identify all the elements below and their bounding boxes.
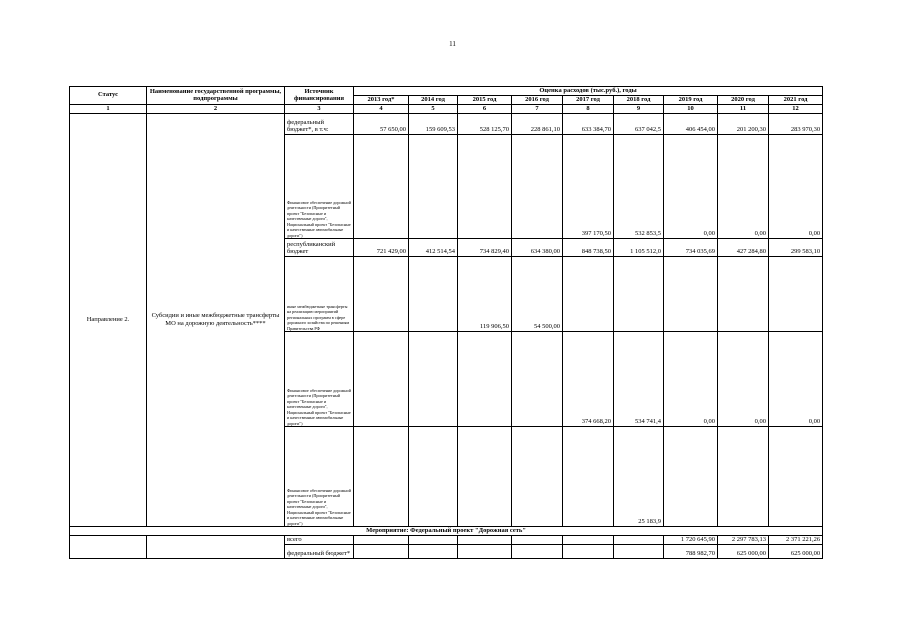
budget-table: [69, 86, 823, 559]
header-year: 2013 год*: [354, 96, 409, 105]
program-name: Субсидии и иные межбюджетные трансферты МО на дорожную деятельность****: [147, 114, 285, 527]
header-year: 2021 год: [769, 96, 823, 105]
value-cell: [354, 427, 409, 527]
header-status: Статус: [70, 87, 147, 105]
value-cell: [512, 427, 563, 527]
funding-source: всего: [285, 536, 354, 545]
column-number: 1: [70, 105, 147, 114]
value-cell: 848 738,50: [563, 239, 614, 257]
value-cell: 634 380,00: [512, 239, 563, 257]
value-cell: [354, 545, 409, 559]
table-row: [70, 114, 823, 135]
value-cell: 633 384,70: [563, 114, 614, 135]
value-cell: 532 853,5: [614, 135, 664, 239]
value-cell: 228 861,10: [512, 114, 563, 135]
value-cell: 412 514,54: [409, 239, 458, 257]
funding-source: федеральный бюджет*, в т.ч:: [285, 114, 354, 135]
value-cell: [409, 332, 458, 427]
value-cell: 119 906,50: [458, 257, 512, 332]
value-cell: 201 200,30: [718, 114, 769, 135]
value-cell: [563, 257, 614, 332]
header-source: Источник финансирования: [285, 87, 354, 105]
value-cell: 528 125,70: [458, 114, 512, 135]
column-number: 10: [664, 105, 718, 114]
value-cell: [512, 536, 563, 545]
column-number: 7: [512, 105, 563, 114]
value-cell: [458, 135, 512, 239]
funding-source: Финансовое обеспечение дорожной деятельности (Приоритетный проект "Безопасные и качественные дороги", Национальный проект "Безопасные и качественные автомобильные дороги"): [285, 135, 354, 239]
value-cell: 0,00: [664, 135, 718, 239]
funding-source: республиканский бюджет: [285, 239, 354, 257]
value-cell: 283 970,30: [769, 114, 823, 135]
value-cell: 734 035,69: [664, 239, 718, 257]
value-cell: [354, 257, 409, 332]
column-number: 3: [285, 105, 354, 114]
value-cell: 397 170,50: [563, 135, 614, 239]
header-year: 2019 год: [664, 96, 718, 105]
value-cell: 2 371 221,26: [769, 536, 823, 545]
page-number: 11: [449, 40, 456, 48]
column-number: 4: [354, 105, 409, 114]
header-name: Наименование государственной программы, подпрограммы: [147, 87, 285, 105]
empty-status-cell: [70, 536, 147, 559]
header-year: 2020 год: [718, 96, 769, 105]
header-year: 2016 год: [512, 96, 563, 105]
header-year: 2015 год: [458, 96, 512, 105]
column-number: 12: [769, 105, 823, 114]
value-cell: [409, 135, 458, 239]
funding-source: иные межбюджетные трансферты на реализацию мероприятий региональных программ в сфере дорожного хозяйства по решениям Правительства РФ: [285, 257, 354, 332]
value-cell: [354, 135, 409, 239]
header-year: 2014 год: [409, 96, 458, 105]
value-cell: 637 042,5: [614, 114, 664, 135]
value-cell: [512, 332, 563, 427]
value-cell: [769, 257, 823, 332]
column-number: 9: [614, 105, 664, 114]
header-estimate: Оценка расходов (тыс.руб.), годы: [354, 87, 823, 96]
value-cell: [614, 536, 664, 545]
value-cell: [614, 257, 664, 332]
column-number: 6: [458, 105, 512, 114]
table-row: [70, 536, 823, 545]
value-cell: 54 500,00: [512, 257, 563, 332]
value-cell: [563, 427, 614, 527]
value-cell: [409, 536, 458, 545]
value-cell: 534 741,4: [614, 332, 664, 427]
value-cell: 25 183,9: [614, 427, 664, 527]
value-cell: 406 454,00: [664, 114, 718, 135]
value-cell: [458, 545, 512, 559]
value-cell: 1 105 512,0: [614, 239, 664, 257]
value-cell: [409, 427, 458, 527]
value-cell: [458, 332, 512, 427]
value-cell: 374 668,20: [563, 332, 614, 427]
value-cell: [563, 545, 614, 559]
empty-name-cell: [147, 536, 285, 559]
value-cell: [354, 536, 409, 545]
value-cell: 57 650,00: [354, 114, 409, 135]
value-cell: [664, 427, 718, 527]
value-cell: [718, 257, 769, 332]
value-cell: [458, 536, 512, 545]
value-cell: 0,00: [769, 135, 823, 239]
direction-status: Направление 2.: [70, 114, 147, 527]
event-row: [70, 527, 823, 536]
value-cell: 2 297 783,13: [718, 536, 769, 545]
column-number: 8: [563, 105, 614, 114]
value-cell: 299 583,10: [769, 239, 823, 257]
value-cell: [512, 545, 563, 559]
value-cell: [458, 427, 512, 527]
value-cell: [512, 135, 563, 239]
value-cell: 427 284,80: [718, 239, 769, 257]
funding-source: Финансовое обеспечение дорожной деятельности (Приоритетный проект "Безопасные и качественные дороги", Национальный проект "Безопасные и качественные автомобильные дороги"): [285, 427, 354, 527]
value-cell: 625 000,00: [718, 545, 769, 559]
column-number: 5: [409, 105, 458, 114]
value-cell: 0,00: [718, 332, 769, 427]
value-cell: 0,00: [664, 332, 718, 427]
funding-source: федеральный бюджет*: [285, 545, 354, 559]
value-cell: 625 000,00: [769, 545, 823, 559]
event-title: Мероприятие: Федеральный проект "Дорожная сеть": [70, 527, 823, 536]
value-cell: [409, 257, 458, 332]
value-cell: 0,00: [718, 135, 769, 239]
column-number: 11: [718, 105, 769, 114]
value-cell: [354, 332, 409, 427]
column-number: 2: [147, 105, 285, 114]
value-cell: 734 829,40: [458, 239, 512, 257]
funding-source: Финансовое обеспечение дорожной деятельности (Приоритетный проект "Безопасные и качественные дороги", Национальный проект "Безопасные и качественные автомобильные дороги"): [285, 332, 354, 427]
value-cell: 788 982,70: [664, 545, 718, 559]
value-cell: 1 720 645,90: [664, 536, 718, 545]
value-cell: [409, 545, 458, 559]
value-cell: [664, 257, 718, 332]
header-year: 2018 год: [614, 96, 664, 105]
value-cell: [563, 536, 614, 545]
value-cell: 721 429,00: [354, 239, 409, 257]
value-cell: 159 609,53: [409, 114, 458, 135]
value-cell: [718, 427, 769, 527]
header-year: 2017 год: [563, 96, 614, 105]
value-cell: [614, 545, 664, 559]
value-cell: 0,00: [769, 332, 823, 427]
value-cell: [769, 427, 823, 527]
